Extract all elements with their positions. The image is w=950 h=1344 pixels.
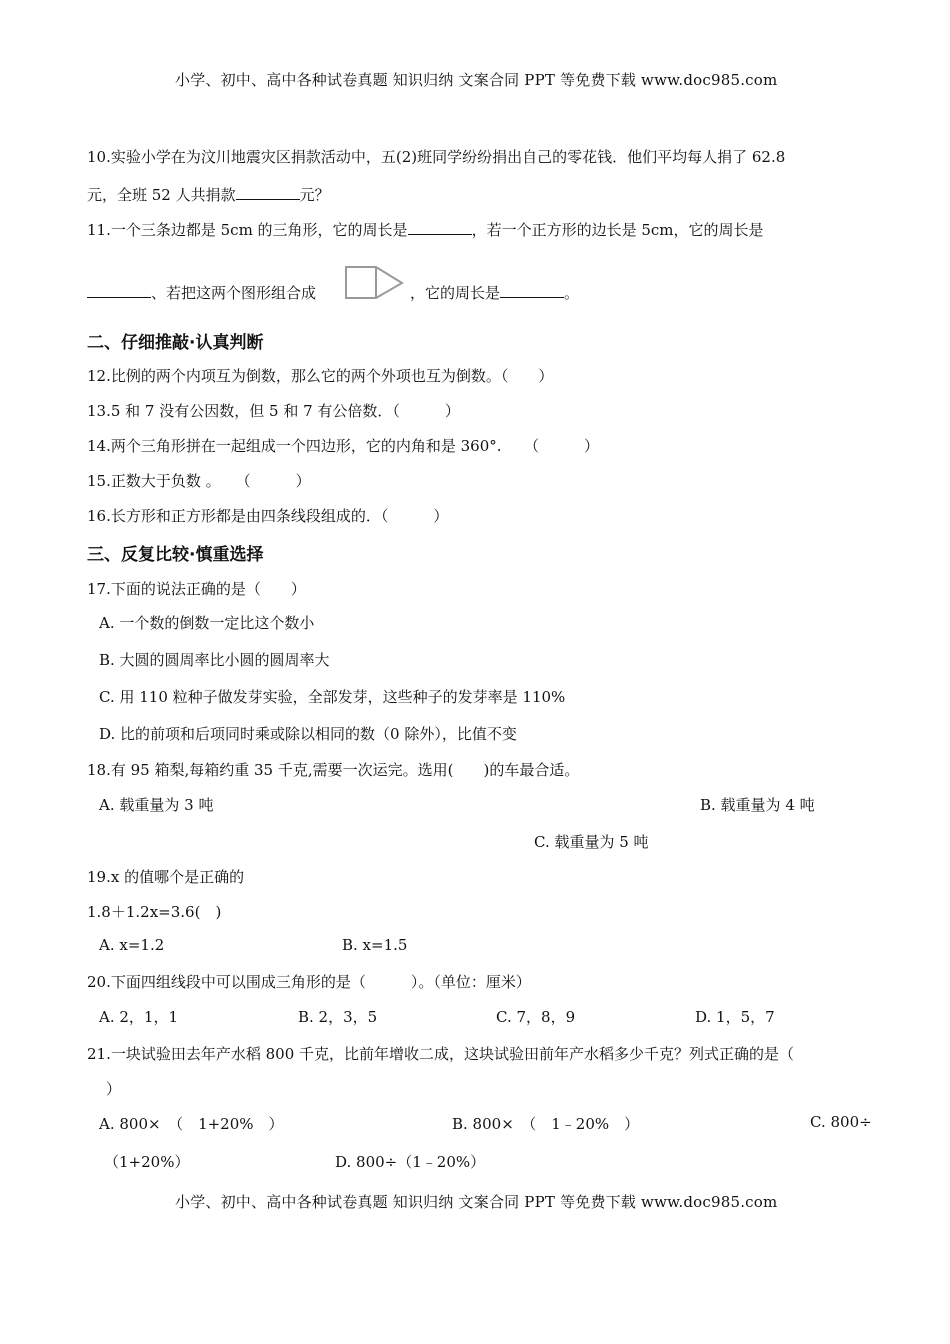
q20-option-d[interactable]: D. 1，5，7 bbox=[695, 1008, 775, 1026]
q17-option-b[interactable]: B. 大圆的圆周率比小圆的圆周率大 bbox=[99, 651, 330, 669]
q10-line2 bbox=[87, 184, 330, 205]
q11-text-b: ，若一个正方形的边长是 5cm，它的周长是 bbox=[471, 221, 764, 239]
section3-title: 三、反复比较·慎重选择 bbox=[87, 545, 264, 565]
q21-option-a[interactable]: A. 800× （ 1+20% ） bbox=[99, 1115, 284, 1133]
q19-equation: 1.8＋1.2x=3.6( ) bbox=[87, 903, 222, 921]
q18-option-c[interactable]: C. 载重量为 5 吨 bbox=[534, 833, 649, 851]
judgment-15: 15.正数大于负数 。 （ ） bbox=[87, 472, 311, 490]
q11-line2 bbox=[87, 282, 316, 303]
judgment-12: 12.比例的两个内项互为倒数，那么它的两个外项也互为倒数。（ ） bbox=[87, 367, 554, 385]
q20-option-c[interactable]: C. 7，8，9 bbox=[496, 1008, 576, 1026]
q10-text-b: 元？ bbox=[299, 186, 330, 204]
q11-text-c: 、若把这两个图形组合成 bbox=[151, 284, 317, 302]
judgment-13: 13.5 和 7 没有公因数，但 5 和 7 有公倍数．（ ） bbox=[87, 402, 460, 420]
q11-line2-end bbox=[410, 282, 579, 303]
q11-square-perimeter-blank[interactable] bbox=[87, 296, 151, 298]
q21-option-c[interactable]: C. 800÷ bbox=[810, 1113, 872, 1131]
q21-option-b[interactable]: B. 800× （ 1﹣20% ） bbox=[452, 1115, 640, 1133]
square-triangle-shape-icon bbox=[344, 265, 406, 301]
q10-answer-blank[interactable] bbox=[236, 198, 300, 200]
q11-combined-perimeter-blank[interactable] bbox=[500, 296, 564, 298]
q19-option-a[interactable]: A. x=1.2 bbox=[99, 936, 165, 954]
section2-title: 二、仔细推敲·认真判断 bbox=[87, 333, 264, 353]
q20-stem: 20.下面四组线段中可以围成三角形的是（ ）。（单位：厘米） bbox=[87, 973, 531, 991]
q21-stem-end: ） bbox=[106, 1080, 122, 1098]
judgment-16: 16.长方形和正方形都是由四条线段组成的．（ ） bbox=[87, 507, 449, 525]
q11-line1 bbox=[87, 219, 764, 240]
q20-option-a[interactable]: A. 2，1，1 bbox=[99, 1008, 178, 1026]
q18-option-a[interactable]: A. 载重量为 3 吨 bbox=[99, 796, 214, 814]
q17-stem: 17.下面的说法正确的是（ ） bbox=[87, 580, 306, 598]
q18-option-b[interactable]: B. 载重量为 4 吨 bbox=[700, 796, 815, 814]
q10-text-a: 元，全班 52 人共捐款 bbox=[87, 186, 236, 204]
q17-option-c[interactable]: C. 用 110 粒种子做发芽实验，全部发芽，这些种子的发芽率是 110% bbox=[99, 688, 566, 706]
page-footer: 小学、初中、高中各种试卷真题 知识归纳 文案合同 PPT 等免费下载 www.doc985.com bbox=[175, 1193, 778, 1211]
judgment-14: 14.两个三角形拼在一起组成一个四边形，它的内角和是 360°. （ ） bbox=[87, 437, 600, 455]
q21-option-d[interactable]: D. 800÷（1﹣20%） bbox=[335, 1153, 486, 1171]
q11-text-e: 。 bbox=[564, 284, 580, 302]
page-header: 小学、初中、高中各种试卷真题 知识归纳 文案合同 PPT 等免费下载 www.doc985.com bbox=[175, 71, 778, 89]
q19-option-b[interactable]: B. x=1.5 bbox=[342, 936, 408, 954]
q20-option-b[interactable]: B. 2，3，5 bbox=[298, 1008, 378, 1026]
q19-stem: 19.x 的值哪个是正确的 bbox=[87, 868, 245, 886]
q11-text-d: ，它的周长是 bbox=[410, 284, 501, 302]
q10-line1: 10.实验小学在为汶川地震灾区捐款活动中，五(2)班同学纷纷捐出自己的零花钱．他们平均每人捐了 62.8 bbox=[87, 148, 786, 166]
q11-text-a: 11.一个三条边都是 5cm 的三角形，它的周长是 bbox=[87, 221, 408, 239]
q18-stem: 18.有 95 箱梨,每箱约重 35 千克,需要一次运完。选用( )的车最合适。 bbox=[87, 761, 580, 779]
q21-option-c-continued: （1+20%） bbox=[104, 1153, 190, 1171]
q21-stem: 21.一块试验田去年产水稻 800 千克，比前年增收二成，这块试验田前年产水稻多少千克？列式正确的是（ bbox=[87, 1045, 795, 1063]
q17-option-d[interactable]: D. 比的前项和后项同时乘或除以相同的数（0 除外），比值不变 bbox=[99, 725, 517, 743]
q11-triangle-perimeter-blank[interactable] bbox=[408, 233, 472, 235]
q17-option-a[interactable]: A. 一个数的倒数一定比这个数小 bbox=[99, 614, 315, 632]
